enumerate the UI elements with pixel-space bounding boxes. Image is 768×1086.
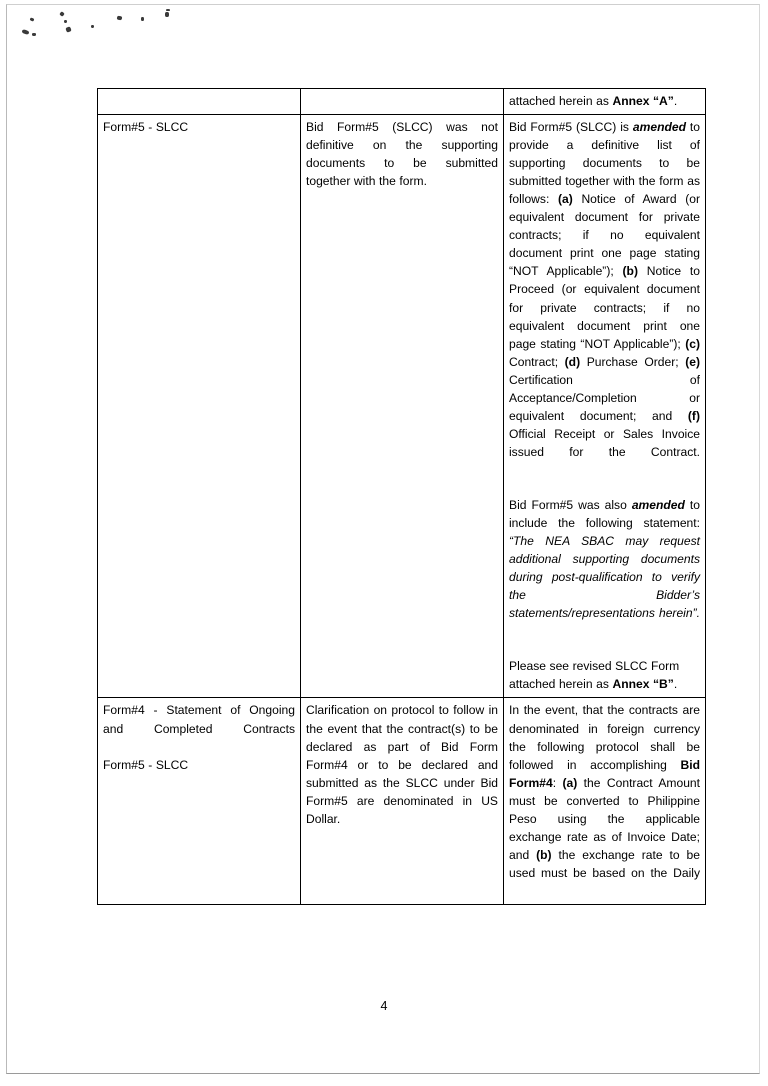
text-run-4: Notice of Award (or equivalent document for private contracts; if no equivalent document print one page stating “NOT Applicable”); [509,192,700,279]
text-run-3: “The NEA SBAC may request additional supporting documents during post-qualification to verify the Bidder’s statements/representations herein”. [509,534,700,621]
text-run-1: Annex “B” [612,677,674,692]
table-cell-clarification [301,89,504,115]
paragraph-annex-a-continued [509,92,700,110]
amendments-table [97,88,706,905]
table-row [98,698,706,905]
table-cell-response [504,89,706,115]
text-run-0: In the event, that the contracts are denominated in foreign currency the following protocol shall be followed in accomplishing [509,703,700,772]
text-run-12: Certification of Acceptance/Completion or equivalent document; and [509,372,700,423]
table-cell-clarification [301,698,504,905]
table-cell-response [504,115,706,698]
text-run-5: (b) [622,264,638,279]
text-run-1: amended [632,120,686,135]
form-reference-label: Form#5 - SLCC [103,120,189,135]
text-run-1: Annex “A” [612,94,674,108]
text-run-9: (d) [564,354,581,369]
text-run-14: Official Receipt or Sales Invoice issued for the Contract. [509,426,700,459]
text-run-0: Please see revised SLCC Form attached herein as [509,659,680,692]
paragraph-added-statement [509,496,700,640]
table-cell-response [504,698,706,905]
text-run-4: the Contract Amount must be converted to Philippine Peso using the applicable exchange rate as of Invoice Date; and [509,775,701,862]
table-cell-form-reference [98,698,301,905]
text-run-6: the exchange rate to be used must be based on the Daily [509,847,700,880]
text-run-2: : [552,775,563,790]
text-run-8: Contract; [509,354,565,369]
table-row [98,89,706,115]
scan-artifact-speckles [0,0,260,48]
text-run-0: Bid Form#5 was also [509,497,632,512]
text-run-6: Notice to Proceed (or equivalent document for private contracts; if no equivalent document print one page stating “NOT Applicable”); [509,264,700,351]
text-run-2: to include the following statement: [509,497,700,531]
table-row [98,115,706,698]
table-cell-clarification [301,115,504,698]
text-run-11: (e) [685,354,700,369]
text-run-3: (a) [562,775,578,790]
text-run-2: . [673,677,678,692]
text-run-13: (f) [687,408,700,423]
paragraph-amendment-list [509,118,700,479]
table-cell-form-reference [98,115,301,698]
clarification-text: Bid Form#5 (SLCC) was not definitive on the supporting documents to be submitted together with the form. [306,120,498,189]
text-run-2: . [673,94,678,108]
text-run-5: (b) [536,847,552,862]
text-run-1: Bid Form#4 [509,757,700,790]
paragraph-annex-b [509,657,700,693]
text-run-7: (c) [685,336,700,351]
text-run-3: (a) [558,192,573,207]
paragraph-foreign-currency-protocol [509,701,700,900]
text-run-1: amended [631,497,685,512]
form-reference-line-1: Form#5 - SLCC [103,757,189,772]
form-reference-line-0: Form#4 - Statement of Ongoing and Completed Contracts [103,703,295,736]
text-run-2: to provide a definitive list of supporting documents to be submitted together with the form as follows: [509,120,700,207]
clarification-text: Clarification on protocol to follow in the event that the contract(s) to be declared as part of Bid Form Form#4 or to be declared and submitted as the SLCC under Bid Form#5 are denominated in US Dollar. [306,703,498,826]
text-run-0: attached herein as [509,94,613,108]
page-number: 4 [380,999,388,1013]
text-run-10: Purchase Order; [580,354,686,369]
text-run-0: Bid Form#5 (SLCC) is [509,120,633,135]
table-cell-form-reference [98,89,301,115]
